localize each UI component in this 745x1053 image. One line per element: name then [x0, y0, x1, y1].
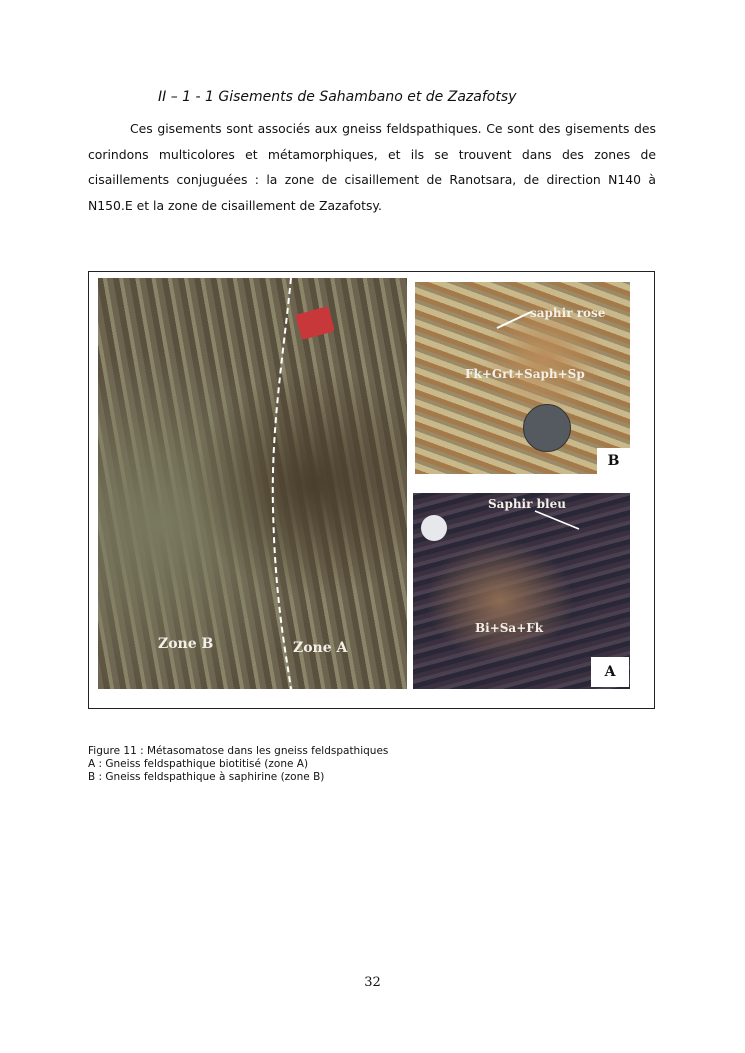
body-paragraph: [88, 116, 656, 218]
caption-line-a: A : Gneiss feldspathique biotitisé (zone A): [88, 758, 309, 770]
photo-a: [413, 493, 630, 689]
caption-title: Figure 11 : Métasomatose dans les gneiss feldspathiques: [88, 745, 389, 757]
zone-a-label: Zone A: [293, 640, 348, 656]
mineral-assemblage-label: Bi+Sa+Fk: [475, 621, 544, 635]
saphir-bleu-label: Saphir bleu: [488, 497, 566, 511]
saphir-rose-label: saphir rose: [530, 306, 606, 320]
outcrop-photo: [98, 278, 407, 689]
page-number: 32: [364, 975, 381, 990]
coin-object: [421, 515, 447, 541]
photo-b: [415, 282, 630, 474]
photo-a-tag: A: [591, 657, 629, 687]
section-heading: II – 1 - 1 Gisements de Sahambano et de Zazafotsy: [158, 89, 517, 105]
mineral-assemblage-label: Fk+Grt+Saph+Sp: [465, 367, 585, 381]
figure-caption: [88, 745, 388, 784]
zone-b-label: Zone B: [158, 636, 214, 652]
arrow-icon: [493, 310, 533, 332]
paragraph-text: Ces gisements sont associés aux gneiss feldspathiques. Ce sont des gisements des corindons multicolores et métamorphiques, et ils se trouvent dans des zones de cisaillements conjuguées : la zone de cisaillement de Ranotsara, de direction N140 à N150.E et la zone de cisaillement de Zazafotsy.: [88, 121, 656, 213]
arrow-icon: [533, 509, 583, 533]
photo-b-tag: B: [597, 448, 630, 474]
figure-11: [88, 271, 655, 709]
shear-zone-boundary-line: [263, 278, 303, 689]
caption-line-b: B : Gneiss feldspathique à saphirine (zone B): [88, 771, 325, 783]
coin-object: [523, 404, 571, 452]
